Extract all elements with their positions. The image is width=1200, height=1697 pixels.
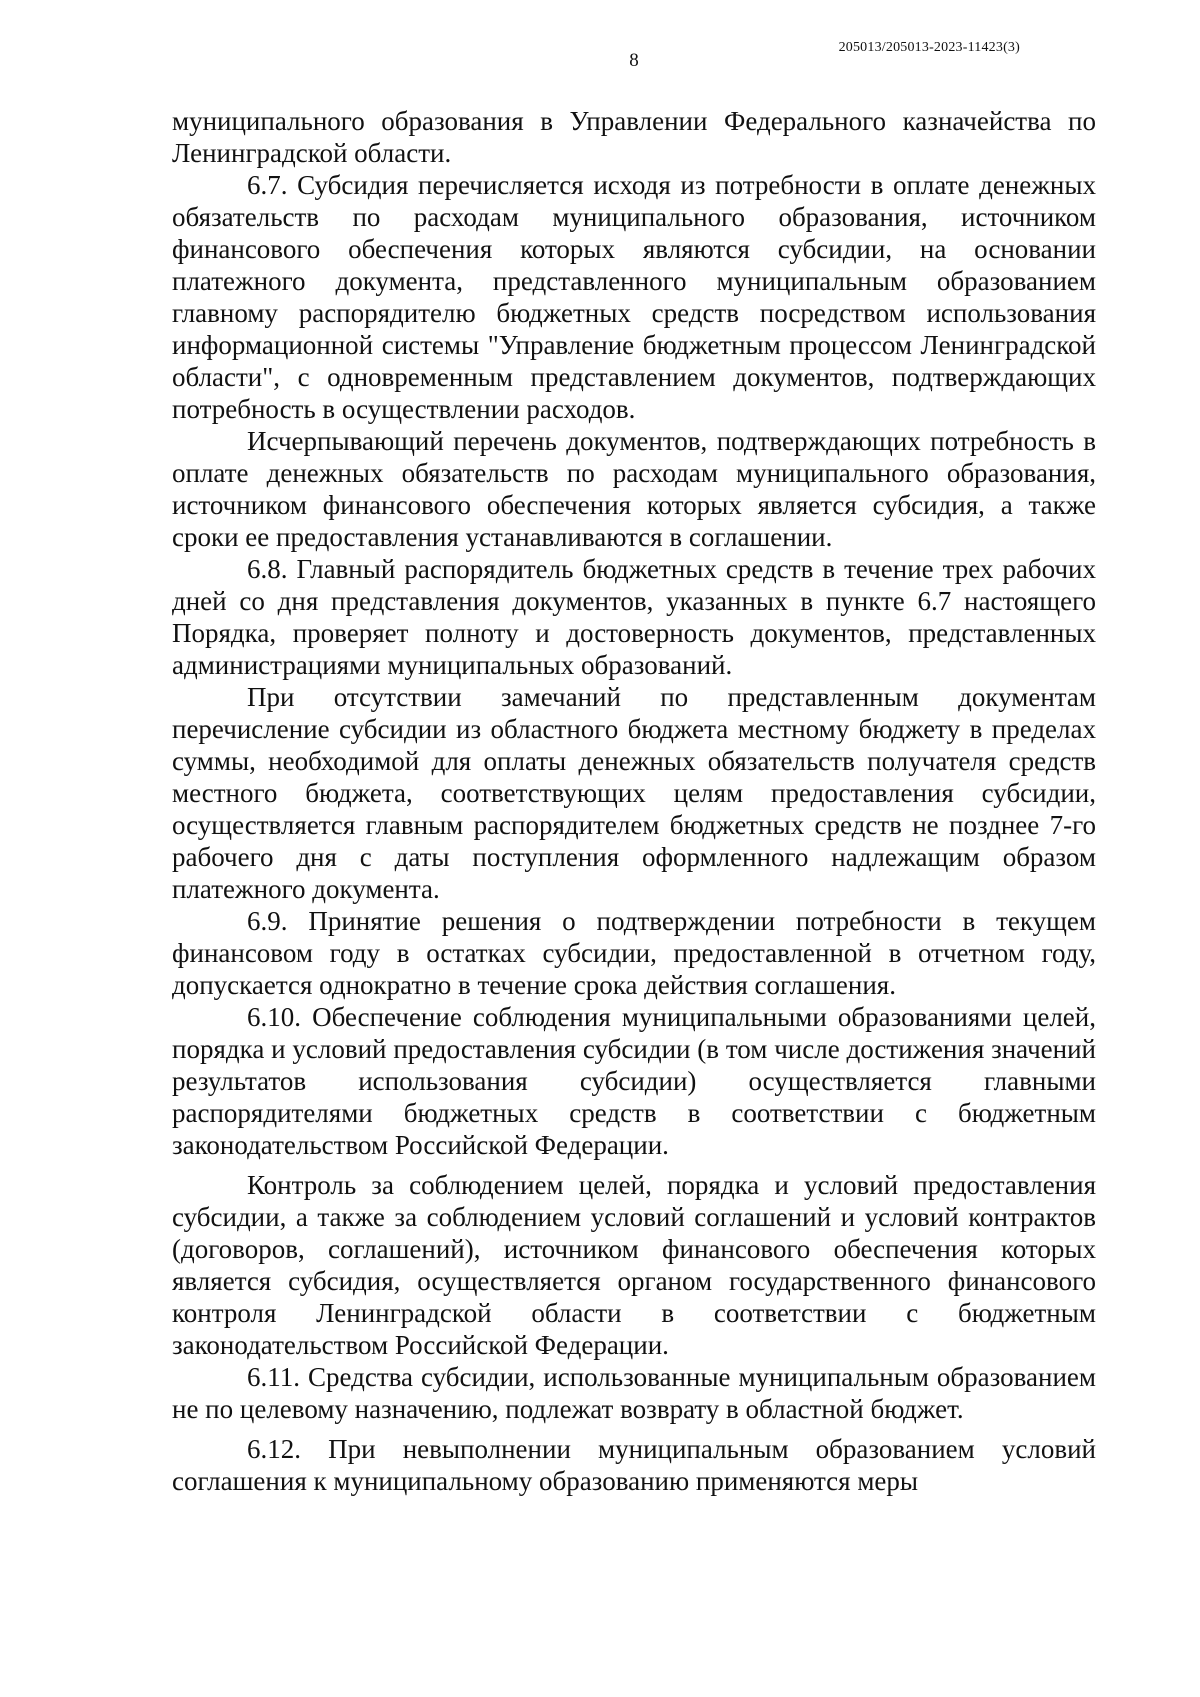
paragraph-6-11: 6.11. Средства субсидии, использованные муниципальным образованием не по целевому назначению, подлежат возврату в областной бюджет. bbox=[172, 1362, 1096, 1424]
paragraph-continuation: муниципального образования в Управлении Федерального казначейства по Ленинградской области. bbox=[172, 106, 1096, 168]
paragraph-6-9: 6.9. Принятие решения о подтверждении потребности в текущем финансовом году в остатках субсидии, предоставленной в отчетном году, допускается однократно в течение срока действия соглашения. bbox=[172, 906, 1096, 1000]
paragraph-6-12: 6.12. При невыполнении муниципальным образованием условий соглашения к муниципальному образованию применяются меры bbox=[172, 1434, 1096, 1496]
paragraph-6-10: 6.10. Обеспечение соблюдения муниципальными образованиями целей, порядка и условий предоставления субсидии (в том числе достижения значений результатов использования субсидии) осуществляется главными распорядителями бюджетных средств в соответствии с бюджетным законодательством Российской Федерации. bbox=[172, 1002, 1096, 1160]
paragraph-document-list: Исчерпывающий перечень документов, подтверждающих потребность в оплате денежных обязательств по расходам муниципального образования, источником финансового обеспечения которых является субсидия, а также сроки ее предоставления устанавливаются в соглашении. bbox=[172, 426, 1096, 552]
paragraph-no-remarks: При отсутствии замечаний по представленным документам перечисление субсидии из областного бюджета местному бюджету в пределах суммы, необходимой для оплаты денежных обязательств получателя средств местного бюджета, соответствующих целям предоставления субсидии, осуществляется главным распорядителем бюджетных средств не позднее 7-го рабочего дня с даты поступления оформленного надлежащим образом платежного документа. bbox=[172, 682, 1096, 904]
paragraph-6-8: 6.8. Главный распорядитель бюджетных средств в течение трех рабочих дней со дня представления документов, указанных в пункте 6.7 настоящего Порядка, проверяет полноту и достоверность документов, представленных администрациями муниципальных образований. bbox=[172, 554, 1096, 680]
document-body bbox=[172, 105, 1096, 1497]
document-registration-number: 205013/205013-2023-11423(3) bbox=[838, 40, 1020, 55]
paragraph-control: Контроль за соблюдением целей, порядка и условий предоставления субсидии, а также за соблюдением условий соглашений и условий контрактов (договоров, соглашений), источником финансового обеспечения которых является субсидия, осуществляется органом государственного финансового контроля Ленинградской области в соответствии с бюджетным законодательством Российской Федерации. bbox=[172, 1170, 1096, 1360]
page-number: 8 bbox=[629, 50, 639, 71]
paragraph-6-7: 6.7. Субсидия перечисляется исходя из потребности в оплате денежных обязательств по расходам муниципального образования, источником финансового обеспечения которых являются субсидии, на основании платежного документа, представленного муниципальным образованием главному распорядителю бюджетных средств посредством использования информационной системы "Управление бюджетным процессом Ленинградской области", с одновременным представлением документов, подтверждающих потребность в осуществлении расходов. bbox=[172, 170, 1096, 424]
